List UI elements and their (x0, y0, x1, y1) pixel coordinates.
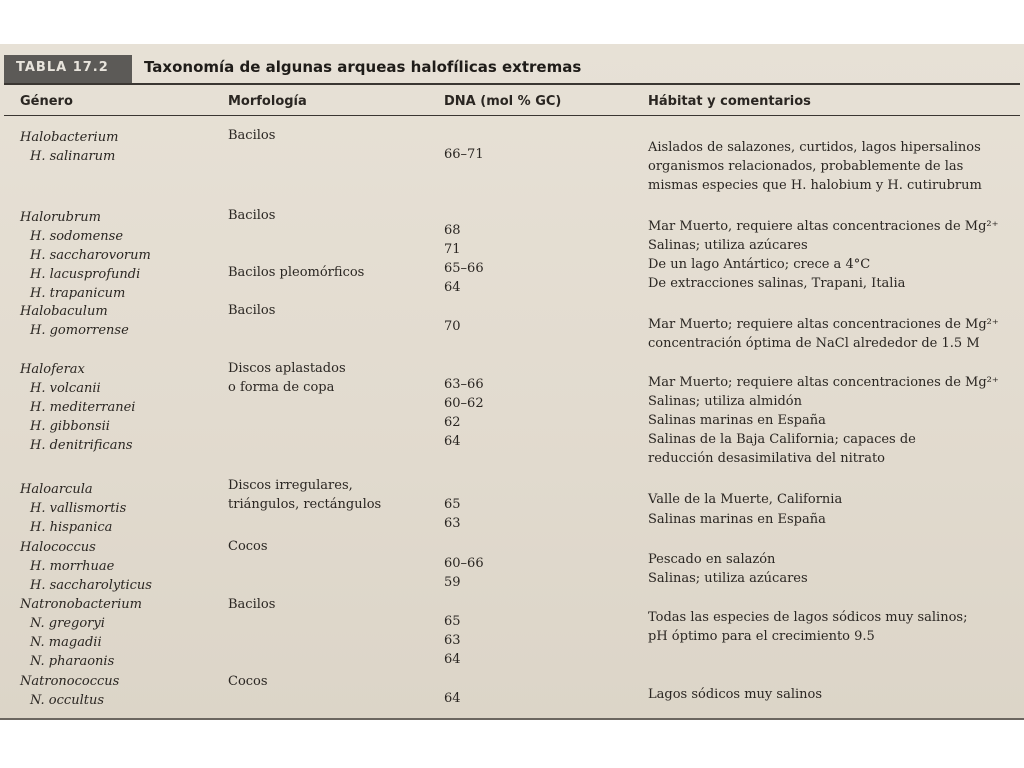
habitat-cell: mismas especies que H. halobium y H. cutirubrum (648, 178, 982, 193)
dna-cell: 63 (444, 633, 461, 648)
habitat-cell: Pescado en salazón (648, 552, 776, 567)
morphology-cell: Bacilos pleomórficos (228, 265, 365, 280)
dna-cell: 66–71 (444, 147, 484, 162)
species-name: N. gregoryi (30, 616, 105, 631)
genus-name: Natronococcus (20, 674, 120, 689)
genus-name: Haloferax (20, 362, 85, 377)
species-name: N. magadii (30, 635, 102, 650)
morphology-cell: Bacilos (228, 303, 276, 318)
habitat-cell: Salinas de la Baja California; capaces de (648, 432, 916, 447)
species-name: H. saccharolyticus (30, 578, 152, 593)
species-name: H. lacusprofundi (30, 267, 141, 282)
table-titlebar (4, 55, 1016, 83)
habitat-cell: Salinas; utiliza azúcares (648, 571, 808, 586)
dna-cell: 65–66 (444, 261, 484, 276)
header-dna: DNA (mol % GC) (444, 94, 562, 109)
species-name: H. morrhuae (30, 559, 115, 574)
genus-name: Halobaculum (20, 304, 108, 319)
genus-name: Halorubrum (20, 210, 101, 225)
dna-cell: 71 (444, 242, 461, 257)
header-morphology: Morfología (228, 94, 307, 109)
dna-cell: 64 (444, 434, 461, 449)
dna-cell: 60–62 (444, 396, 484, 411)
morphology-cell: Bacilos (228, 128, 276, 143)
dna-cell: 64 (444, 280, 461, 295)
header-genus: Género (20, 94, 73, 109)
genus-name: Halobacterium (20, 130, 119, 145)
dna-cell: 59 (444, 575, 461, 590)
habitat-cell: Mar Muerto, requiere altas concentraciones de Mg²⁺ (648, 219, 999, 234)
habitat-cell: reducción desasimilativa del nitrato (648, 451, 885, 466)
species-name: H. volcanii (30, 381, 101, 396)
habitat-cell: Lagos sódicos muy salinos (648, 687, 823, 702)
habitat-cell: Salinas; utiliza azúcares (648, 238, 808, 253)
species-name: H. vallismortis (30, 501, 127, 516)
species-name: H. trapanicum (30, 286, 126, 301)
morphology-cell: o forma de copa (228, 380, 335, 395)
dna-cell: 63 (444, 516, 461, 531)
habitat-cell: Aislados de salazones, curtidos, lagos hipersalinos (648, 140, 981, 155)
morphology-cell: Discos irregulares, (228, 478, 353, 493)
species-name: H. mediterranei (30, 400, 136, 415)
species-name: H. gibbonsii (30, 419, 110, 434)
dna-cell: 63–66 (444, 377, 484, 392)
species-name: N. pharaonis (30, 654, 115, 669)
species-name: H. saccharovorum (30, 248, 151, 263)
habitat-cell: Salinas marinas en España (648, 413, 826, 428)
table-label-box (4, 55, 132, 83)
species-name: H. salinarum (30, 149, 116, 164)
header-habitat: Hábitat y comentarios (648, 94, 811, 109)
dna-cell: 64 (444, 652, 461, 667)
species-name: H. hispanica (30, 520, 113, 535)
morphology-cell: Bacilos (228, 208, 276, 223)
genus-name: Haloarcula (20, 482, 93, 497)
dna-cell: 65 (444, 497, 461, 512)
habitat-cell: De extracciones salinas, Trapani, Italia (648, 276, 906, 291)
habitat-cell: Mar Muerto; requiere altas concentraciones de Mg²⁺ (648, 317, 999, 332)
dna-cell: 64 (444, 691, 461, 706)
morphology-cell: Discos aplastados (228, 361, 346, 376)
morphology-cell: triángulos, rectángulos (228, 497, 382, 512)
dna-cell: 65 (444, 614, 461, 629)
morphology-cell: Bacilos (228, 597, 276, 612)
dna-cell: 68 (444, 223, 461, 238)
morphology-cell: Cocos (228, 539, 268, 554)
table-label: TABLA 17.2 (16, 60, 109, 75)
genus-name: Natronobacterium (20, 597, 142, 612)
habitat-cell: Salinas marinas en España (648, 512, 826, 527)
morphology-cell: Cocos (228, 674, 268, 689)
dna-cell: 60–66 (444, 556, 484, 571)
habitat-cell: De un lago Antártico; crece a 4°C (648, 257, 871, 272)
species-name: H. gomorrense (30, 323, 129, 338)
habitat-cell: Salinas; utiliza almidón (648, 394, 802, 409)
habitat-cell: concentración óptima de NaCl alrededor de 1.5 M (648, 336, 980, 351)
habitat-cell: Todas las especies de lagos sódicos muy salinos; (648, 610, 968, 625)
dna-cell: 62 (444, 415, 461, 430)
bottom-edge (0, 718, 1024, 720)
header-rule (4, 115, 1020, 116)
habitat-cell: pH óptimo para el crecimiento 9.5 (648, 629, 875, 644)
habitat-cell: Mar Muerto; requiere altas concentraciones de Mg²⁺ (648, 375, 999, 390)
table-photo (0, 44, 1024, 720)
species-name: N. occultus (30, 693, 104, 708)
habitat-cell: organismos relacionados, probablemente de las (648, 159, 964, 174)
genus-name: Halococcus (20, 540, 96, 555)
species-name: H. sodomense (30, 229, 124, 244)
table-title: Taxonomía de algunas arqueas halofílicas extremas (144, 58, 582, 76)
species-name: H. denitrificans (30, 438, 133, 453)
dna-cell: 70 (444, 319, 461, 334)
title-rule (4, 83, 1020, 85)
habitat-cell: Valle de la Muerte, California (648, 492, 843, 507)
